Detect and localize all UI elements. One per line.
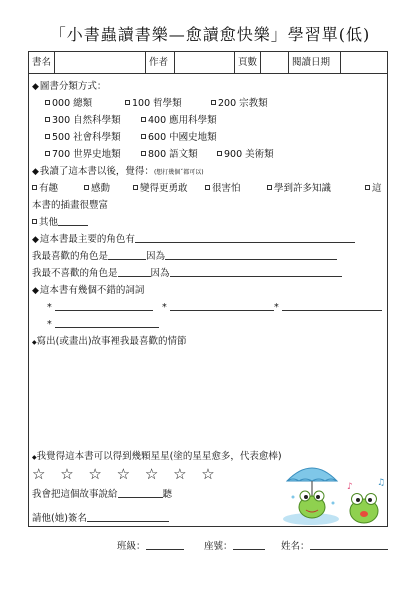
worksheet-title: 「小書蟲讀書樂—愈讀愈快樂」學習單(低) bbox=[49, 25, 371, 44]
class-option[interactable]: 100 哲學類 bbox=[125, 97, 182, 110]
phrase-blank[interactable]: * bbox=[47, 318, 159, 331]
phrase-blank[interactable]: * bbox=[274, 301, 382, 314]
feeling-option[interactable]: 變得更勇敢 bbox=[133, 182, 188, 195]
author-field[interactable] bbox=[175, 52, 235, 73]
diamond-bullet-icon: ◆ bbox=[32, 82, 39, 92]
small-diamond-bullet-icon: ◆ bbox=[32, 454, 37, 461]
signature-line[interactable]: 請他(她)簽名 bbox=[32, 512, 169, 525]
name-field[interactable]: 姓名： bbox=[281, 538, 388, 552]
class-option[interactable]: 700 世界史地類 bbox=[45, 148, 121, 161]
favorite-character-line[interactable]: 我最喜歡的角色是 因為 bbox=[32, 250, 337, 263]
pages-label: 頁數 bbox=[235, 52, 261, 73]
svg-text:♪: ♪ bbox=[347, 482, 353, 492]
phrases-heading: ◆這本書有幾個不錯的詞詞 bbox=[32, 285, 145, 296]
checkbox-icon[interactable] bbox=[217, 151, 222, 156]
checkbox-icon[interactable] bbox=[205, 185, 210, 190]
checkbox-icon[interactable] bbox=[141, 151, 146, 156]
class-option[interactable]: 400 應用科學類 bbox=[141, 114, 217, 127]
rating-heading: ◆我覺得這本書可以得到幾顆星星(塗的星星愈多，代表愈棒) bbox=[32, 451, 282, 462]
frog-illustration bbox=[279, 457, 387, 527]
worksheet-frame bbox=[28, 51, 388, 527]
feeling-option[interactable]: 有趣 bbox=[32, 182, 58, 195]
feeling-option[interactable]: 這 bbox=[365, 182, 382, 195]
checkbox-icon[interactable] bbox=[267, 185, 272, 190]
header-row bbox=[29, 52, 387, 74]
checkbox-icon[interactable] bbox=[365, 185, 370, 190]
pages-field[interactable] bbox=[261, 52, 289, 73]
share-line[interactable]: 我會把這個故事說給 聽 bbox=[32, 489, 173, 500]
classification-heading: ◆圖書分類方式： bbox=[32, 81, 107, 92]
draw-heading: ◆寫出(或畫出)故事裡我最喜歡的情節 bbox=[32, 336, 187, 347]
checkbox-icon[interactable] bbox=[45, 100, 50, 105]
singing-frog-icon bbox=[347, 478, 385, 523]
class-option[interactable]: 600 中國史地類 bbox=[141, 131, 217, 144]
diamond-bullet-icon: ◆ bbox=[32, 235, 39, 245]
book-name-field[interactable] bbox=[55, 52, 146, 73]
small-diamond-bullet-icon: ◆ bbox=[32, 339, 37, 346]
least-favorite-character-line[interactable]: 我最不喜歡的角色是 因為 bbox=[32, 267, 342, 280]
umbrella-frog-icon bbox=[283, 468, 339, 525]
read-date-field[interactable] bbox=[341, 52, 389, 73]
class-option[interactable]: 200 宗教類 bbox=[211, 97, 268, 110]
checkbox-icon[interactable] bbox=[32, 185, 37, 190]
feeling-option[interactable]: 學到許多知識 bbox=[267, 182, 331, 195]
checkbox-icon[interactable] bbox=[45, 117, 50, 122]
checkbox-icon[interactable] bbox=[141, 134, 146, 139]
feeling-option[interactable]: 很害怕 bbox=[205, 182, 241, 195]
class-option[interactable]: 500 社會科學類 bbox=[45, 131, 121, 144]
feeling-option-continued: 本書的插畫很豐富 bbox=[32, 200, 109, 211]
feeling-other[interactable]: 其他 bbox=[32, 216, 88, 229]
checkbox-icon[interactable] bbox=[84, 185, 89, 190]
feeling-hint: (想打幾個ˇ都可以) bbox=[153, 169, 204, 176]
rating-stars[interactable]: ☆ ☆ ☆ ☆ ☆ ☆ ☆ bbox=[32, 465, 220, 483]
author-label: 作者 bbox=[146, 52, 175, 73]
svg-text:♫: ♫ bbox=[377, 478, 386, 488]
checkbox-icon[interactable] bbox=[45, 134, 50, 139]
book-name-label: 書名 bbox=[29, 52, 55, 73]
checkbox-icon[interactable] bbox=[125, 100, 130, 105]
feeling-option[interactable]: 感動 bbox=[84, 182, 110, 195]
feeling-heading: ◆我讀了這本書以後，覺得：(想打幾個ˇ都可以) bbox=[32, 166, 204, 177]
drawing-area[interactable] bbox=[32, 350, 384, 448]
checkbox-icon[interactable] bbox=[133, 185, 138, 190]
checkbox-icon[interactable] bbox=[211, 100, 216, 105]
class-option[interactable]: 300 自然科學類 bbox=[45, 114, 121, 127]
class-option[interactable]: 900 美術類 bbox=[217, 148, 274, 161]
main-characters-line[interactable]: ◆這本書最主要的角色有 bbox=[32, 233, 355, 247]
phrase-blank[interactable]: * bbox=[162, 301, 274, 314]
read-date-label: 閱讀日期 bbox=[289, 52, 341, 73]
checkbox-icon[interactable] bbox=[45, 151, 50, 156]
class-option[interactable]: 800 語文類 bbox=[141, 148, 198, 161]
diamond-bullet-icon: ◆ bbox=[32, 167, 39, 177]
phrase-blank[interactable]: * bbox=[47, 301, 153, 314]
seat-field[interactable]: 座號： bbox=[204, 538, 265, 552]
checkbox-icon[interactable] bbox=[141, 117, 146, 122]
diamond-bullet-icon: ◆ bbox=[32, 286, 39, 296]
checkbox-icon[interactable] bbox=[32, 219, 37, 224]
class-field[interactable]: 班級： bbox=[117, 538, 184, 552]
class-option[interactable]: 000 總類 bbox=[45, 97, 92, 110]
